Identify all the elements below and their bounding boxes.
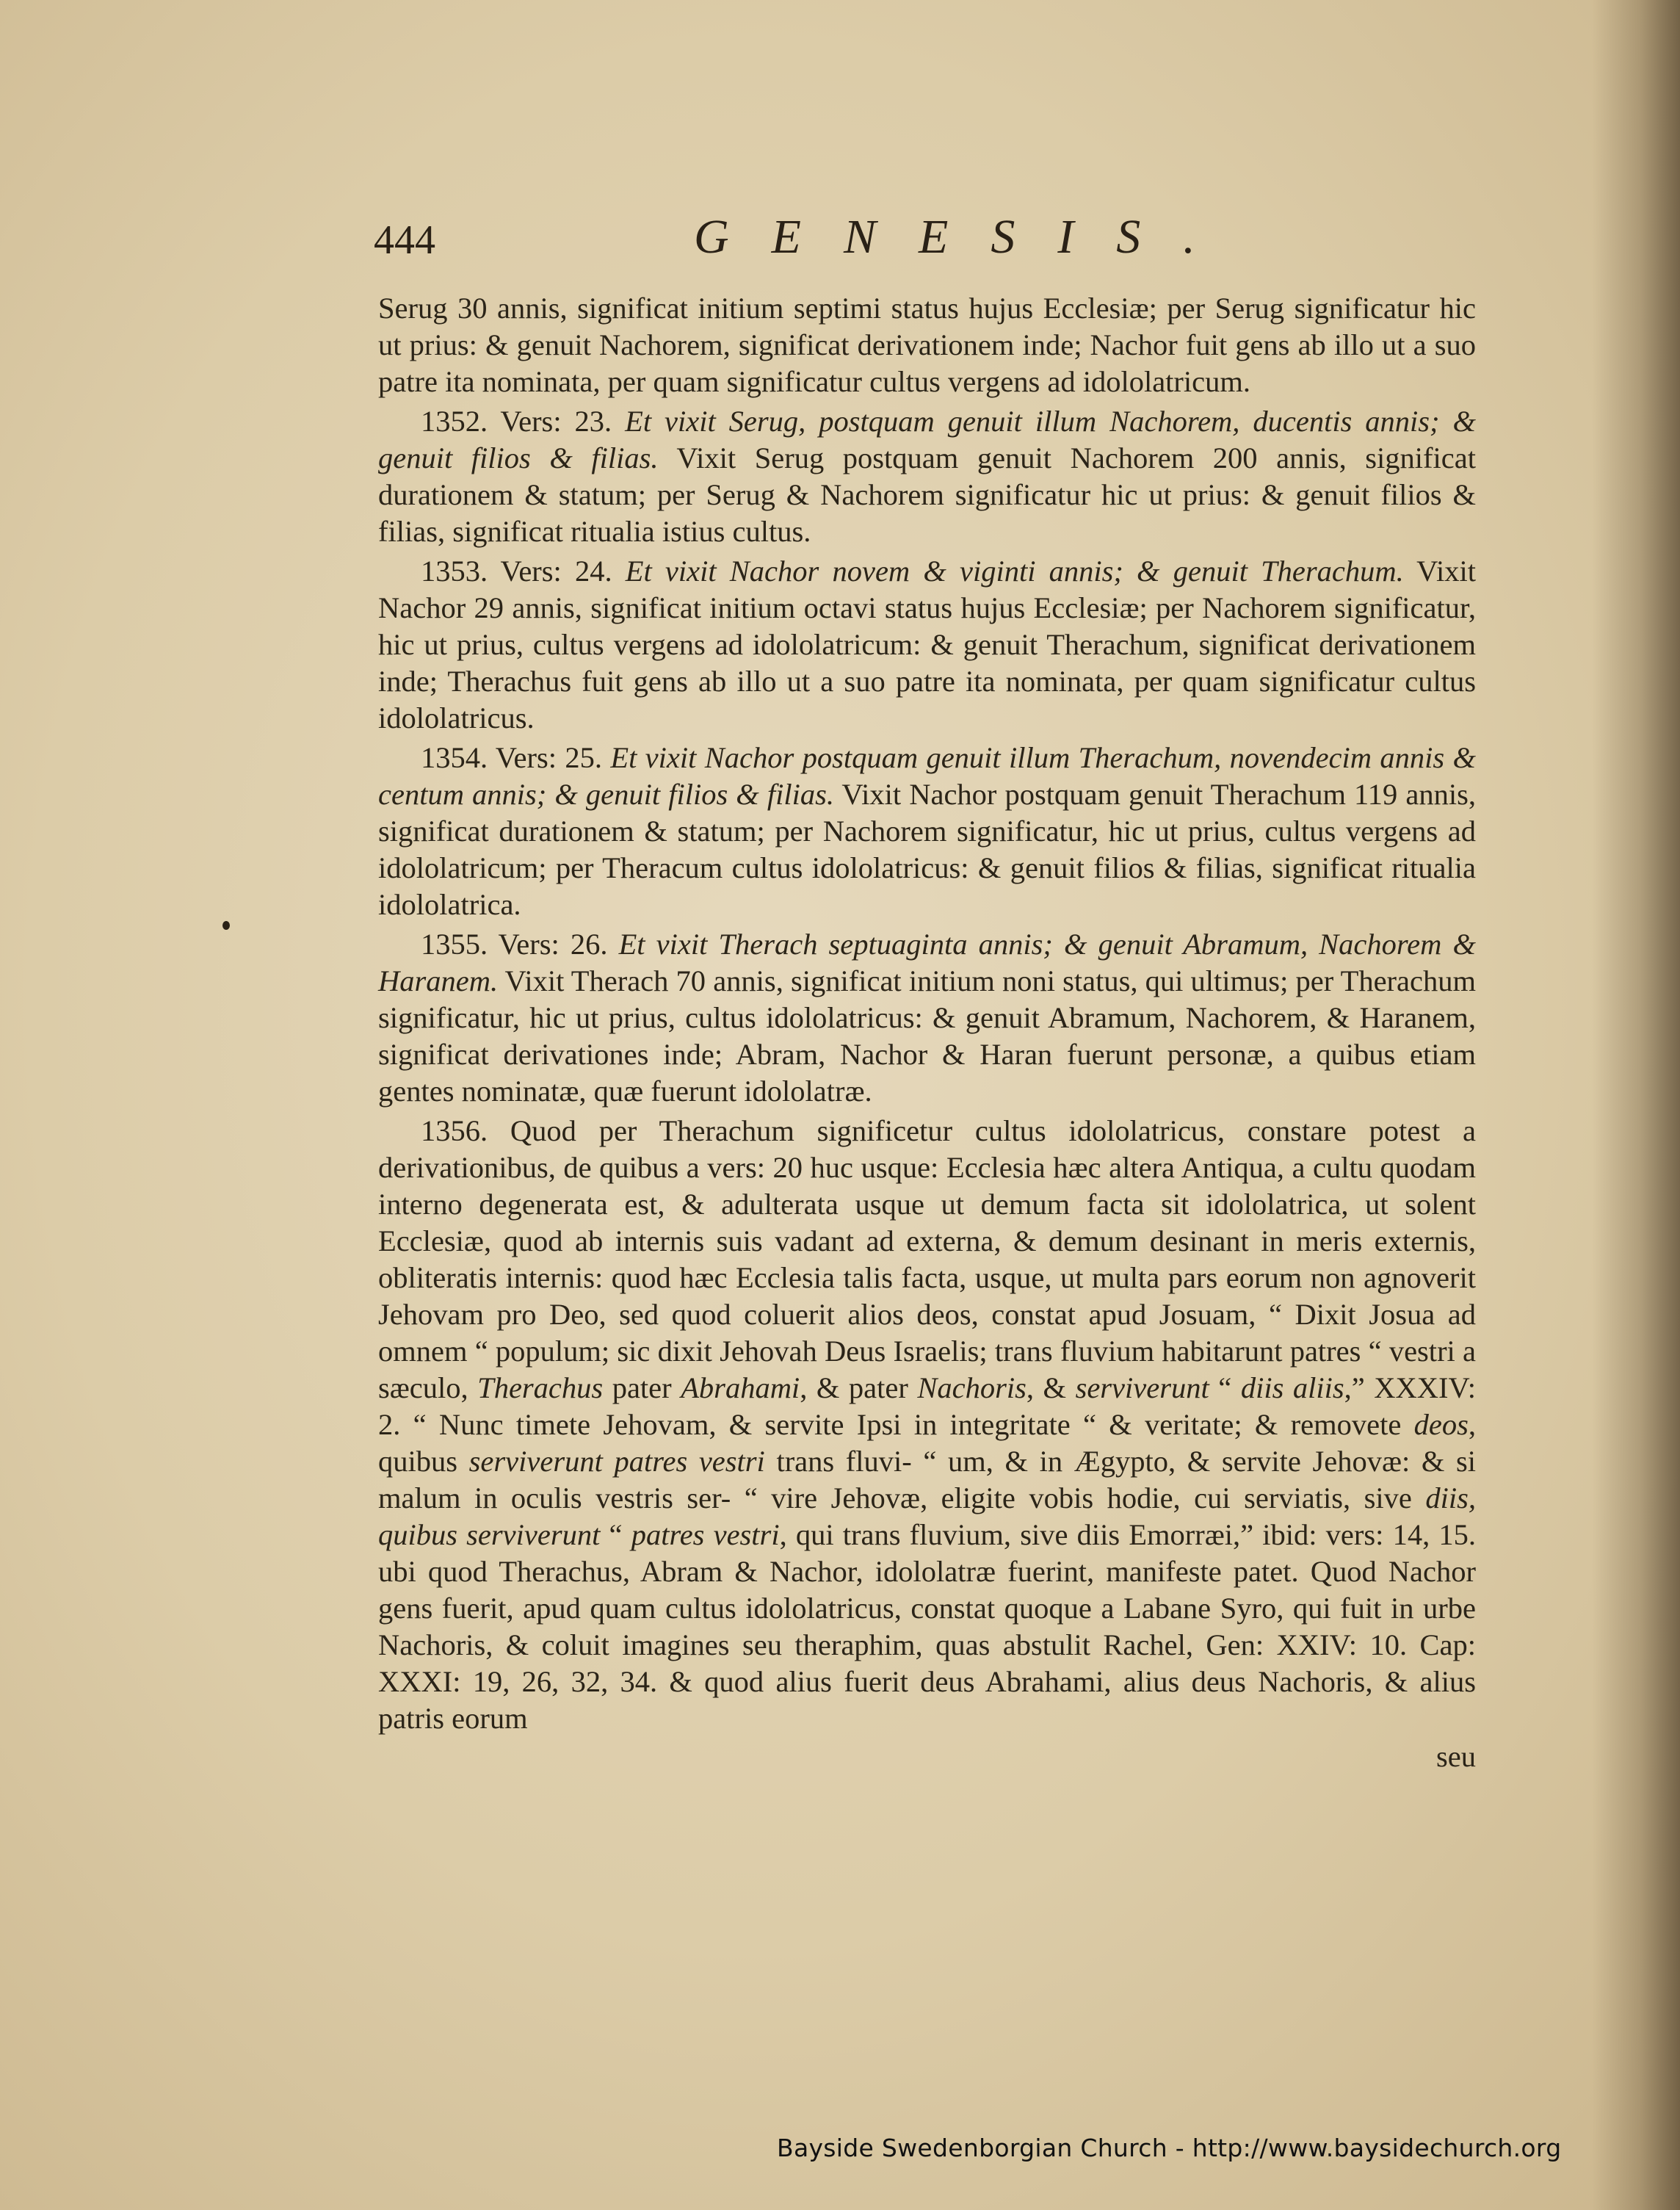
page-header — [371, 209, 1480, 268]
page-number: 444 — [374, 217, 435, 263]
paragraph — [378, 740, 1476, 923]
paragraph — [378, 403, 1476, 550]
paragraph — [378, 290, 1476, 400]
italic-run: diis aliis — [1240, 1371, 1344, 1404]
italic-run: Nachoris — [917, 1371, 1027, 1404]
paragraph — [378, 926, 1476, 1110]
italic-run: deos — [1413, 1408, 1469, 1441]
text-run: , & — [1026, 1371, 1076, 1404]
text-run: 1353. Vers: 24. — [421, 555, 626, 588]
page-gutter-shadow — [1592, 0, 1680, 2210]
ink-speck — [222, 921, 230, 930]
text-run: Vixit Therach 70 annis, significat initium noni status, qui ultimus; per Therachum significatur, hic ut prius, cultus idololatricus: & genuit Abramum, Nachorem, & Haranem, significat derivationes inde; Abram, Nachor & Haran fuerunt personæ, a quibus etiam gentes nominatæ, quæ fuerunt idololatræ. — [378, 964, 1476, 1108]
text-run: “ — [600, 1518, 631, 1551]
italic-run: patres vestri — [631, 1518, 780, 1551]
body-text — [378, 290, 1476, 1778]
text-run: Serug 30 annis, significat initium septimi status hujus Ecclesiæ; per Serug significatur hic ut prius: & genuit Nachorem, significat derivationem inde; Nachor fuit gens ab illo ut a suo patre ita nominata, per quam significatur cultus vergens ad idololatricum. — [378, 292, 1476, 398]
text-run: 1352. Vers: 23. — [421, 405, 626, 438]
text-run: trans fluvi- “ um, & in Ægypto, & servite Jehovæ: & si malum in oculis vestris ser- “ vire Jehovæ, eligite vobis hodie, cui serviatis, sive — [378, 1445, 1476, 1514]
text-run: 1356. Quod per Therachum significetur cultus idololatricus, constare potest a derivationibus, de quibus a vers: 20 huc usque: Ecclesia hæc altera Antiqua, a cultu quodam interno degenerata est, & adulterata usque ut demum facta sit idololatrica, ut solent Ecclesiæ, quod ab internis suis vadant ad externa, & demum desinant in meris externis, obliteratis internis: quod hæc Ecclesia talis facta, usque, ut multa pars eorum non agnoverit Jehovam pro Deo, sed quod coluerit alios deos, constat apud Josuam, “ Dixit Josua ad omnem “ populum; sic dixit Jehovah Deus Israelis; trans fluvium habitarunt patres “ vestri a sæculo, — [378, 1114, 1476, 1404]
italic-run: Abrahami — [681, 1371, 800, 1404]
italic-run: Et vixit Nachor postquam genuit illum Therachum, novendecim annis & centum annis; & genuit filios & filias. — [378, 741, 1476, 811]
italic-run: Et vixit Therach septuaginta annis; & genuit Abramum, Nachorem & Haranem. — [378, 928, 1476, 997]
text-run: 1355. Vers: 26. — [421, 928, 619, 961]
text-run: , & pater — [800, 1371, 918, 1404]
footer-credit: Bayside Swedenborgian Church - http://www.baysidechurch.org — [777, 2134, 1562, 2162]
text-run: Vixit Serug postquam genuit Nachorem 200 annis, significat durationem & statum; per Serug & Nachorem significatur hic ut prius: & genuit filios & filias, significat ritualia istius cultus. — [378, 441, 1476, 548]
text-run: Vixit Nachor postquam genuit Therachum 119 annis, significat durationem & statum; per Nachorem significatur, hic ut prius, cultus vergens ad idololatricum; per Theracum cultus idololatricus: & genuit filios & filias, significat ritualia idololatrica. — [378, 778, 1476, 921]
catchword: seu — [1436, 1740, 1476, 1773]
italic-run: diis, quibus serviverunt — [378, 1481, 1476, 1551]
italic-run: serviverunt patres vestri — [468, 1445, 765, 1478]
italic-run: Et vixit Nachor novem & viginti annis; & genuit Therachum. — [625, 555, 1404, 588]
italic-run: Et vixit Serug, postquam genuit illum Nachorem, ducentis annis; & genuit filios & filias. — [378, 405, 1476, 474]
text-run: , qui trans fluvium, sive diis Emorræi,” ibid: vers: 14, 15. ubi quod Therachus, Abram & Nachor, idololatræ fuerint, manifeste patet. Quod Nachor gens fuerit, apud quam cultus idololatricus, constat quoque a Labane Syro, qui fuit in urbe Nachoris, & coluit imagines seu theraphim, quas abstulit Rachel, Gen: XXIV: 10. Cap: XXXI: 19, 26, 32, 34. & quod alius fuerit deus Abrahami, alius deus Nachoris, & alius patris eorum — [378, 1518, 1476, 1735]
paragraph — [378, 553, 1476, 737]
italic-run: Therachus — [477, 1371, 604, 1404]
text-run: , quibus — [378, 1408, 1476, 1478]
running-title: GENESIS. — [694, 210, 1238, 264]
paragraph — [378, 1113, 1476, 1737]
text-run: 1354. Vers: 25. — [421, 741, 611, 774]
text-run: pater — [603, 1371, 681, 1404]
text-run: ,” XXXIV: 2. “ Nunc timete Jehovam, & servite Ipsi in integritate “ & veritate; & removete — [378, 1371, 1476, 1441]
italic-run: serviverunt — [1075, 1371, 1209, 1404]
text-run: Vixit Nachor 29 annis, significat initium octavi status hujus Ecclesiæ; per Nachorem significatur, hic ut prius, cultus vergens ad idololatricum: & genuit Therachum, significat derivationem inde; Therachus fuit gens ab illo ut a suo patre ita nominata, per quam significatur cultus idololatricus. — [378, 555, 1477, 734]
text-run: “ — [1209, 1371, 1241, 1404]
